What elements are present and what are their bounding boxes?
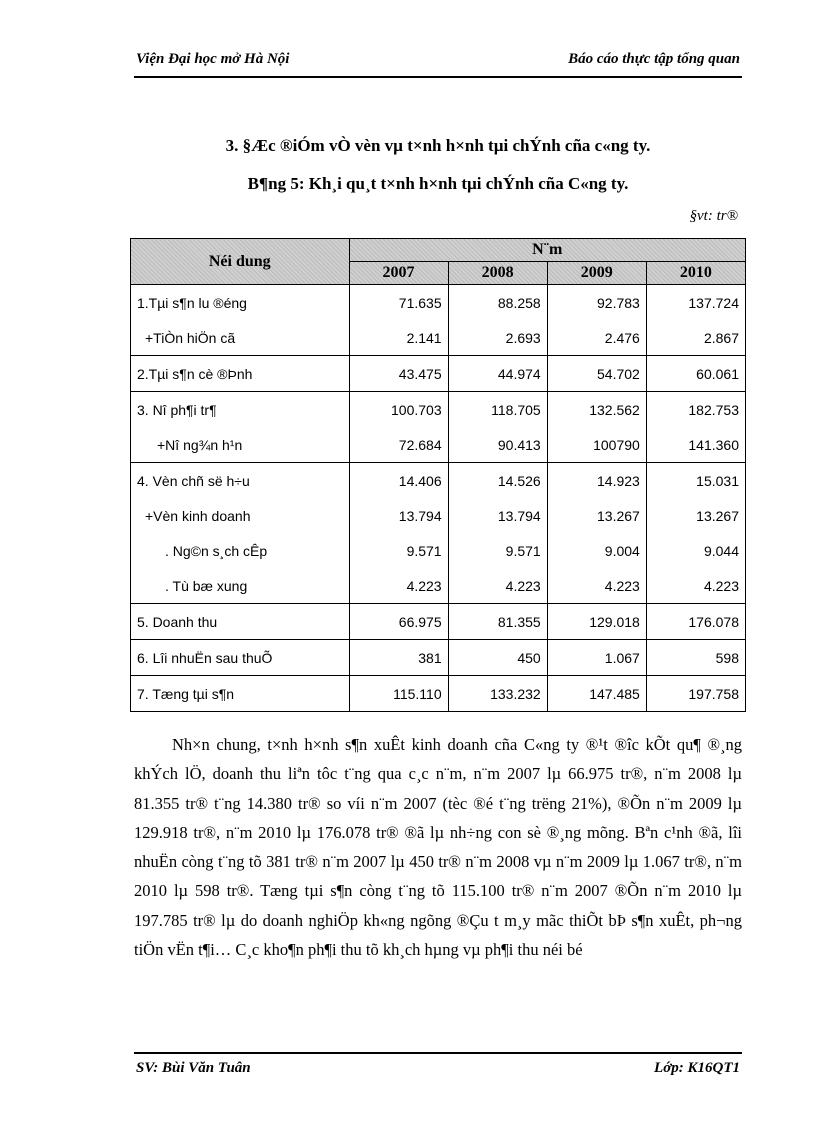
cell-value: 450 — [448, 640, 547, 676]
cell-value: 182.753 — [646, 392, 745, 428]
column-header-year: 2007 — [349, 262, 448, 285]
row-label: +Vèn kinh doanh — [131, 498, 350, 533]
cell-value: 9.571 — [448, 533, 547, 568]
row-label: 6. Lîi nhuËn sau thuÕ — [131, 640, 350, 676]
cell-value: 92.783 — [547, 285, 646, 321]
cell-value: 4.223 — [547, 568, 646, 604]
cell-value: 14.923 — [547, 463, 646, 499]
row-label: +Nî ng¾n h¹n — [131, 427, 350, 463]
page-footer — [134, 1052, 742, 1082]
cell-value: 13.794 — [448, 498, 547, 533]
cell-value: 147.485 — [547, 676, 646, 712]
cell-value: 115.110 — [349, 676, 448, 712]
cell-value: 88.258 — [448, 285, 547, 321]
cell-value: 9.004 — [547, 533, 646, 568]
table-row — [131, 320, 746, 356]
table-title: B¶ng 5: Kh¸i qu¸t t×nh h×nh tµi chÝnh cña C«ng ty. — [247, 174, 629, 193]
table-row — [131, 604, 746, 640]
row-label: +TiÒn hiÖn cã — [131, 320, 350, 356]
cell-value: 176.078 — [646, 604, 745, 640]
table-row — [131, 640, 746, 676]
cell-value: 43.475 — [349, 356, 448, 392]
row-label: 7. Tæng tµi s¶n — [131, 676, 350, 712]
cell-value: 4.223 — [646, 568, 745, 604]
column-header-year-group: N¨m — [349, 239, 746, 262]
table-row — [131, 392, 746, 428]
cell-value: 100.703 — [349, 392, 448, 428]
cell-value: 132.562 — [547, 392, 646, 428]
table-row — [131, 356, 746, 392]
cell-value: 133.232 — [448, 676, 547, 712]
cell-value: 15.031 — [646, 463, 745, 499]
cell-value: 137.724 — [646, 285, 745, 321]
cell-value: 598 — [646, 640, 745, 676]
cell-value: 71.635 — [349, 285, 448, 321]
cell-value: 66.975 — [349, 604, 448, 640]
cell-value: 197.758 — [646, 676, 745, 712]
column-header-year: 2010 — [646, 262, 745, 285]
cell-value: 381 — [349, 640, 448, 676]
row-label: 1.Tµi s¶n lu ®éng — [131, 285, 350, 321]
row-label: 5. Doanh thu — [131, 604, 350, 640]
column-header-year: 2008 — [448, 262, 547, 285]
table-row — [131, 568, 746, 604]
table-row — [131, 463, 746, 499]
column-header-content: Néi dung — [131, 239, 350, 285]
row-label: 3. Nî ph¶i tr¶ — [131, 392, 350, 428]
cell-value: 129.018 — [547, 604, 646, 640]
body-paragraph-block — [134, 730, 742, 964]
section-title: 3. §Æc ®iÓm vÒ vèn vµ t×nh h×nh tµi chÝnh cña c«ng ty. — [225, 136, 651, 155]
row-label: 2.Tµi s¶n cè ®Þnh — [131, 356, 350, 392]
page-header — [134, 48, 742, 78]
cell-value: 72.684 — [349, 427, 448, 463]
cell-value: 141.360 — [646, 427, 745, 463]
footer-class: Lớp: K16QT1 — [654, 1060, 740, 1076]
column-header-year: 2009 — [547, 262, 646, 285]
finance-table — [130, 238, 746, 712]
footer-student: SV: Bùi Văn Tuân — [136, 1060, 251, 1076]
cell-value: 13.794 — [349, 498, 448, 533]
cell-value: 54.702 — [547, 356, 646, 392]
header-institution: Viện Đại học mở Hà Nội — [136, 51, 290, 67]
cell-value: 4.223 — [349, 568, 448, 604]
cell-value: 118.705 — [448, 392, 547, 428]
table-row — [131, 533, 746, 568]
cell-value: 100790 — [547, 427, 646, 463]
cell-value: 13.267 — [547, 498, 646, 533]
row-label: . Ng©n s¸ch cÊp — [131, 533, 350, 568]
row-label: . Tù bæ xung — [131, 568, 350, 604]
cell-value: 90.413 — [448, 427, 547, 463]
cell-value: 44.974 — [448, 356, 547, 392]
cell-value: 2.867 — [646, 320, 745, 356]
cell-value: 13.267 — [646, 498, 745, 533]
cell-value: 4.223 — [448, 568, 547, 604]
cell-value: 2.476 — [547, 320, 646, 356]
table-row — [131, 498, 746, 533]
cell-value: 2.141 — [349, 320, 448, 356]
cell-value: 14.406 — [349, 463, 448, 499]
table-row — [131, 427, 746, 463]
header-report-title: Báo cáo thực tập tổng quan — [568, 51, 740, 67]
table-row — [131, 285, 746, 321]
body-paragraph: Nh×n chung, t×nh h×nh s¶n xuÊt kinh doanh cña C«ng ty ®¹t ®îc kÕt qu¶ ®¸ng khÝch lÖ, doanh thu liªn tôc t¨ng qua c¸c n¨m, n¨m 2007 lµ 66.975 tr®, n¨m 2008 lµ 81.355 tr® t¨ng 14.380 tr® so víi n¨m 2007 (tèc ®é t¨ng trëng 21%), ®Õn n¨m 2009 lµ 129.918 tr®, n¨m 2010 lµ 176.078 tr® ®ã lµ nh÷ng con sè ®¸ng mõng. Bªn c¹nh ®ã, lîi nhuËn còng t¨ng tõ 381 tr® n¨m 2007 lµ 450 tr® n¨m 2008 vµ n¨m 2009 lµ 1.067 tr®, n¨m 2010 lµ 598 tr®. Tæng tµi s¶n còng t¨ng tõ 115.100 tr® n¨m 2007 ®Õn n¨m 2010 lµ 197.785 tr® lµ do doanh nghiÖp kh«ng ngõng ®Çu t m¸y mãc thiÕt bÞ s¶n xuÊt, ph¬ng tiÖn vËn t¶i… C¸c kho¶n ph¶i thu tõ kh¸ch hµng vµ ph¶i thu néi bé — [134, 735, 742, 960]
cell-value: 81.355 — [448, 604, 547, 640]
cell-value: 2.693 — [448, 320, 547, 356]
table-row — [131, 676, 746, 712]
unit-label: §vt: tr® — [689, 208, 738, 224]
cell-value: 9.044 — [646, 533, 745, 568]
cell-value: 9.571 — [349, 533, 448, 568]
cell-value: 14.526 — [448, 463, 547, 499]
cell-value: 60.061 — [646, 356, 745, 392]
row-label: 4. Vèn chñ së h÷u — [131, 463, 350, 499]
cell-value: 1.067 — [547, 640, 646, 676]
